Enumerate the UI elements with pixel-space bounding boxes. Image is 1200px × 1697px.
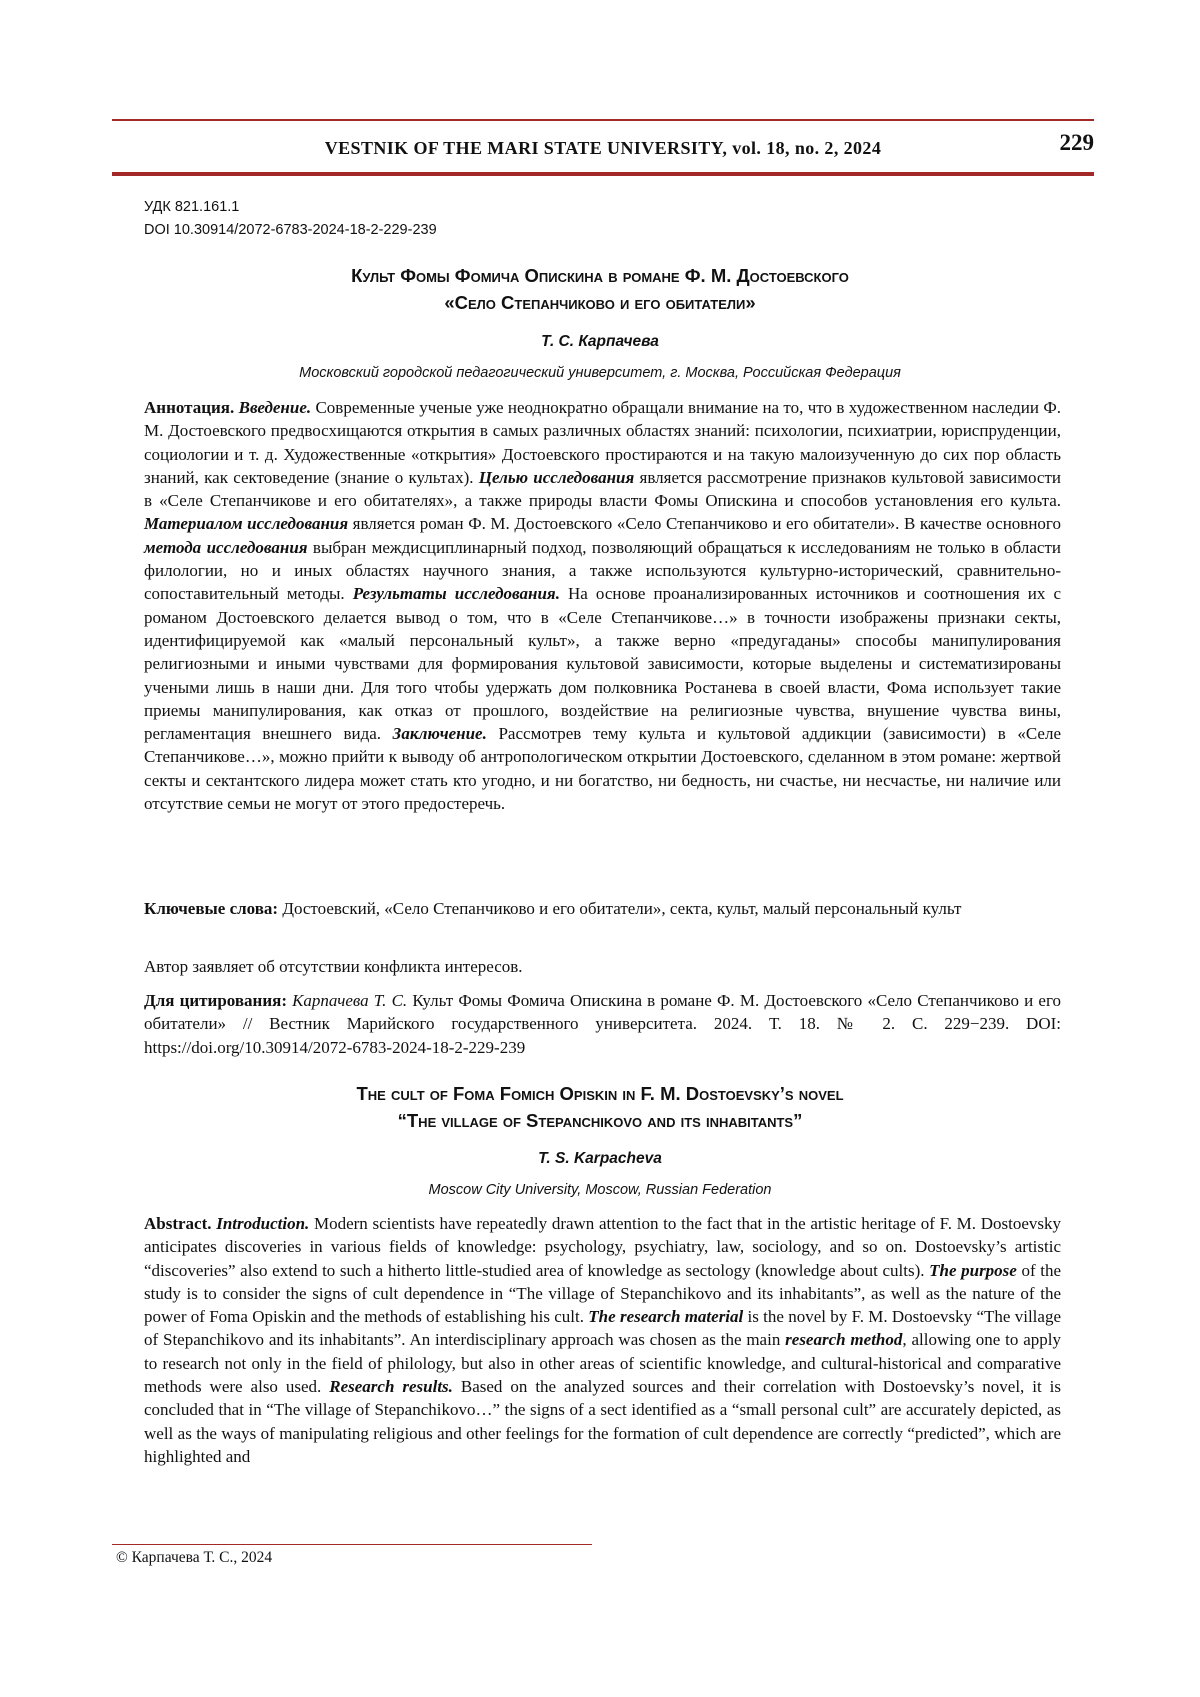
ru-title-line2: «Село Степанчиково и его обитатели» <box>444 292 756 313</box>
article-meta <box>144 196 437 242</box>
ru-results-text: На основе проанализированных источников и соотношения их с романом Достоевского делается вывод о том, что в «Селе Степанчикове…» в точности изображены признаки секты, идентифицируемой как «малый персональный культ», а также верно «предугаданы» способы манипулирования религиозными и иными чувствами для формирования культовой зависимости, которые выделены и систематизированы учеными лишь в наши дни. Для того чтобы удержать дом полковника Ростанева в своей власти, Фома использует такие приемы манипулирования, как отказ от прошлого, воздействие на религиозные чувства, внушение чувства вины, регламентация внешнего вида. <box>144 584 1061 744</box>
en-results-text: Based on the analyzed sources and their correlation with Dostoevsky’s novel, it is concluded that in “The village of Stepanchikovo…” the signs of a sect identified as a “small personal cult” are accurately depicted, as well as the ways of manipulating religious and other feelings for the formation of cult dependence are correctly “predicted”, which are highlighted and <box>144 1377 1061 1466</box>
ru-method-label: метода исследования <box>144 537 308 557</box>
en-title <box>144 1080 1056 1134</box>
journal-title: VESTNIK OF THE MARI STATE UNIVERSITY, vol. 18, no. 2, 2024 <box>324 138 882 158</box>
ru-conclusion-text: Рассмотрев тему культа и культовой аддикции (зависимости) в «Селе Степанчикове…», можно прийти к выводу об антропологическом открытии Достоевского, сделанном в этом романе: жертвой секты и сектантского лидера может стать кто угодно, и ни богатство, ни бедность, ни счастье, ни несчастье, ни наличие или отсутствие семьи не могут от этого предостеречь. <box>144 724 1061 814</box>
en-abstract-label: Abstract. <box>144 1214 212 1233</box>
ru-results-label: Результаты исследования. <box>352 584 560 604</box>
ru-purpose-text: является рассмотрение признаков культовой зависимости в «Селе Степанчикове и его обитателях», а также природы власти Фомы Опискина и способов установления его культа. <box>144 467 1061 511</box>
en-results-label: Research results. <box>329 1377 453 1397</box>
doi-code: DOI 10.30914/2072-6783-2024-18-2-229-239 <box>144 222 437 238</box>
ru-title-line1: Культ Фомы Фомича Опискина в романе Ф. М. Достоевского <box>351 265 849 286</box>
en-intro-text: Modern scientists have repeatedly drawn attention to the fact that in the artistic heritage of F. M. Dostoevsky anticipates discoveries in various fields of knowledge: psychology, psychiatry, law, sociology, and so on. Dostoevsky’s artistic “discoveries” also extend to such a hitherto little-studied area of knowledge as sectology (knowledge about cults). <box>144 1214 1061 1280</box>
en-purpose-label: The purpose <box>929 1260 1017 1280</box>
ru-author: Т. С. Карпачева <box>541 333 659 350</box>
ru-conflict-statement: Автор заявляет об отсутствии конфликта интересов. <box>144 957 523 976</box>
en-title-line1: The cult of Foma Fomich Opiskin in F. M. Dostoevsky’s novel <box>356 1083 844 1104</box>
en-affiliation: Moscow City University, Moscow, Russian Federation <box>428 1182 772 1198</box>
en-author: T. S. Karpacheva <box>538 1150 662 1167</box>
footnote-rule <box>112 1544 592 1545</box>
en-abstract <box>144 1212 1061 1468</box>
ru-keywords-label: Ключевые слова: <box>144 899 279 918</box>
ru-material-label: Материалом исследования <box>144 514 349 534</box>
page-number: 229 <box>1059 130 1094 155</box>
en-material-text: is the novel by F. M. Dostoevsky “The village of Stepanchikovo and its inhabitants”. An interdisciplinary approach was chosen as the main <box>144 1307 1061 1350</box>
en-material-label: The research material <box>588 1307 744 1327</box>
en-title-line2: “The village of Stepanchikovo and its inhabitants” <box>397 1110 803 1131</box>
header-rule-bottom <box>112 172 1094 176</box>
ru-citation-text: Культ Фомы Фомича Опискина в романе Ф. М. Достоевского «Село Степанчиково и его обитатели» // Вестник Марийского государственного университета. 2024. Т. 18. № 2. С. 229−239. DOI: https://doi.org/10.30914/2072-6783-2024-18-2-229-239 <box>144 991 1061 1057</box>
copyright-note: © Карпачева Т. С., 2024 <box>116 1549 273 1566</box>
ru-intro-text: Современные ученые уже неоднократно обращали внимание на то, что в художественном наследии Ф. М. Достоевского предвосхищаются открытия в самых различных областях знаний: психологии, психиатрии, юриспруденции, социологии и т. д. Художественные «открытия» Достоевского простираются и на такую малоизученную до сих пор область знаний, как сектоведение (знание о культах). <box>144 398 1062 487</box>
en-intro-label: Introduction. <box>216 1214 310 1233</box>
ru-keywords <box>144 897 1061 920</box>
ru-citation-author: Карпачева Т. С. <box>286 991 408 1010</box>
header-rule-top <box>112 119 1094 121</box>
ru-conclusion-label: Заключение. <box>392 724 487 744</box>
udk-code: УДК 821.161.1 <box>144 199 240 215</box>
ru-title <box>144 262 1056 316</box>
ru-abstract <box>144 396 1061 815</box>
ru-citation <box>144 989 1061 1059</box>
ru-purpose-label: Целью исследования <box>478 467 635 487</box>
en-purpose-text: of the study is to consider the signs of cult dependence in “The village of Stepanchikovo and its inhabitants”, as well as the nature of the power of Foma Opiskin and the methods of establishing his cult. <box>144 1260 1062 1327</box>
en-method-text: , allowing one to apply to research not only in the field of philology, but also in other areas of scientific knowledge, and cultural-historical and comparative methods were also used. <box>144 1330 1061 1397</box>
ru-material-text: является роман Ф. М. Достоевского «Село Степанчиково и его обитатели». В качестве основного <box>348 514 1061 534</box>
ru-method-text: выбран междисциплинарный подход, позволяющий обращаться к исследованиям не только в области филологии, но и иных областях научного знания, а также используются культурно-исторический, сравнительно-сопоставительный методы. <box>144 537 1061 604</box>
ru-affiliation: Московский городской педагогический университет, г. Москва, Российская Федерация <box>299 365 901 381</box>
ru-intro-label: Введение. <box>238 398 312 417</box>
ru-citation-label: Для цитирования: <box>144 991 287 1010</box>
ru-keywords-text: Достоевский, «Село Степанчиково и его обитатели», секта, культ, малый персональный культ <box>278 899 962 918</box>
ru-abstract-label: Аннотация. <box>144 398 235 417</box>
en-method-label: research method <box>785 1330 903 1350</box>
